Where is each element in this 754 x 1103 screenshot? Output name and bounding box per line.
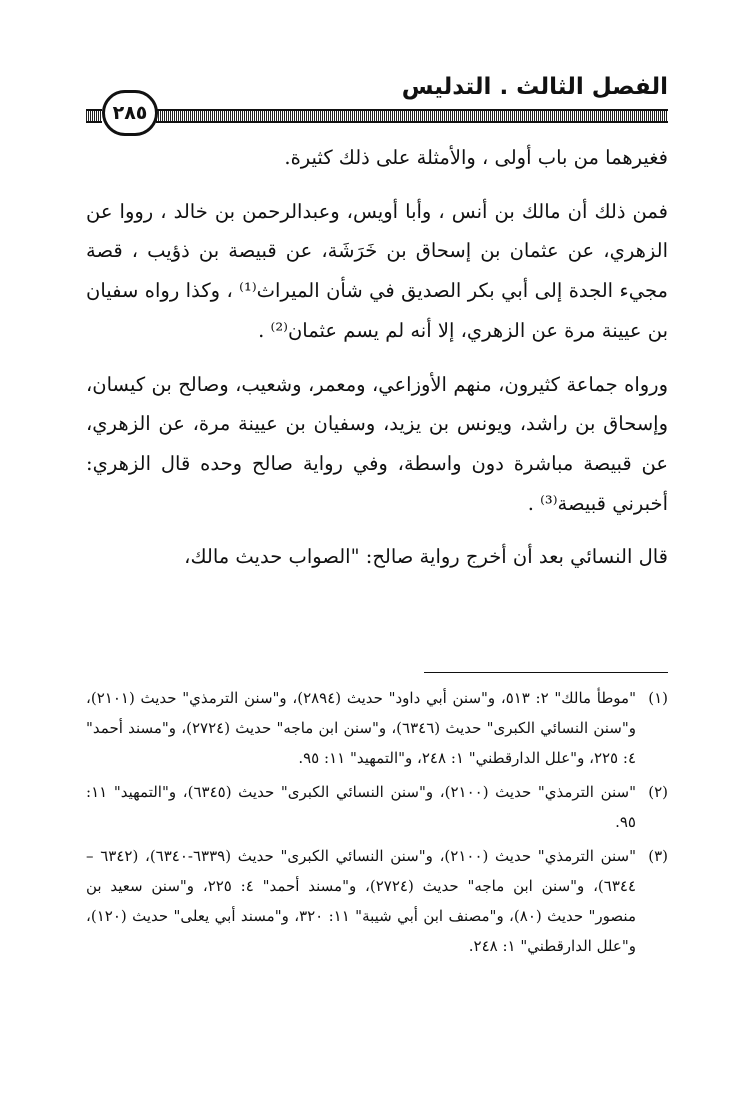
body-text	[86, 138, 668, 591]
footnote	[86, 683, 668, 773]
footnote	[86, 777, 668, 837]
footnote	[86, 841, 668, 961]
footnote-text: "سنن الترمذي" حديث (٢١٠٠)، و"سنن النسائي الكبرى" حديث (٦٣٤٥)، و"التمهيد" ١١: ٩٥.	[86, 783, 637, 831]
header-rule-left	[86, 109, 102, 123]
footnote-text: "سنن الترمذي" حديث (٢١٠٠)، و"سنن النسائي الكبرى" حديث (٦٣٣٩-٦٣٤٠)، (٦٣٤٢ – ٦٣٤٤)، و"سنن ابن ماجه" حديث (٢٧٢٤)، و"مسند أحمد" ٤: ٢٢٥، و"سنن سعيد بن منصور" حديث (٨٠)، و"مصنف ابن أبي شيبة" ١١: ٣٢٠، و"مسند أبي يعلى" حديث (١٢٠)، و"علل الدارقطني" ١: ٢٤٨.	[86, 847, 637, 955]
footnote-text: "موطأ مالك" ٢: ٥١٣، و"سنن أبي داود" حديث (٢٨٩٤)، و"سنن الترمذي" حديث (٢١٠١)، و"سنن النسائي الكبرى" حديث (٦٣٤٦)، و"سنن ابن ماجه" حديث (٢٧٢٤)، و"مسند أحمد" ٤: ٢٢٥، و"علل الدارقطني" ١: ٢٤٨، و"التمهيد" ١١: ٩٥.	[86, 689, 637, 767]
chapter-title: الفصل الثالث . التدليس	[401, 74, 668, 100]
paragraph: فمن ذلك أن مالك بن أنس ، وأبا أويس، وعبدالرحمن بن خالد ، رووا عن الزهري، عن عثمان بن إسحاق بن خَرَشَة، عن قبيصة بن ذؤيب ، قصة مجيء الجدة إلى أبي بكر الصديق في شأن الميراث⁽¹⁾ ، وكذا رواه سفيان بن عيينة مرة عن الزهري، إلا أنه لم يسم عثمان⁽²⁾ .	[86, 199, 668, 342]
footnote-number: (٢)	[648, 783, 668, 801]
footnote-separator	[424, 672, 668, 673]
paragraph: قال النسائي بعد أن أخرج رواية صالح: "الصواب حديث مالك،	[184, 545, 668, 569]
page-number: ٢٨٥	[102, 90, 158, 136]
paragraph: ورواه جماعة كثيرون، منهم الأوزاعي، ومعمر، وشعيب، وصالح بن كيسان، وإسحاق بن راشد، ويونس بن يزيد، وسفيان بن عيينة مرة، عن الزهري، عن قبيصة مباشرة دون واسطة، وفي رواية صالح وحده قال الزهري: أخبرني قبيصة⁽³⁾ .	[86, 372, 668, 515]
footnote-number: (٣)	[648, 847, 668, 865]
footnotes	[86, 683, 668, 965]
footnote-number: (١)	[648, 689, 668, 707]
header-rule	[156, 109, 668, 123]
paragraph: فغيرهما من باب أولى ، والأمثلة على ذلك كثيرة.	[284, 146, 668, 169]
